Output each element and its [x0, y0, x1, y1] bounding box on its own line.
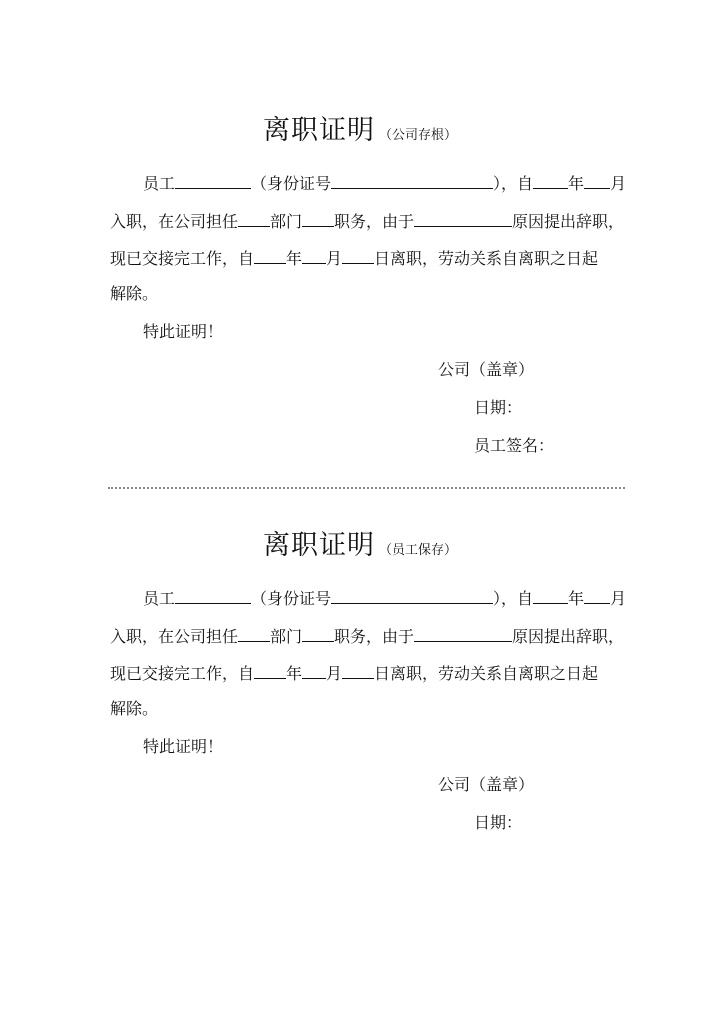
entry-month-blank[interactable]: [584, 587, 610, 604]
department-blank[interactable]: [238, 210, 270, 227]
leave-day-blank[interactable]: [342, 247, 374, 264]
company-seal-label: 公司（盖章）: [438, 360, 535, 379]
entry-year-blank[interactable]: [533, 587, 568, 604]
document-title: 离职证明: [262, 530, 375, 561]
document-title: 离职证明: [262, 115, 375, 146]
department-blank[interactable]: [238, 625, 270, 642]
paragraph-line-2: 入职，在公司担任 部门 职务，由于 原因提出辞职，: [110, 212, 625, 231]
leave-day-blank[interactable]: [342, 662, 374, 679]
company-seal-label: 公司（盖章）: [438, 775, 535, 794]
entry-month-blank[interactable]: [584, 172, 610, 189]
id-number-blank[interactable]: [331, 172, 493, 189]
reason-blank[interactable]: [414, 625, 512, 642]
paragraph-line-3: 现已交接完工作，自 年 月 日离职，劳动关系自离职之日起: [110, 249, 599, 268]
position-blank[interactable]: [302, 210, 334, 227]
document-subtitle: （公司存根）: [378, 128, 457, 143]
paragraph-line-1: 员工 （身份证号 ），自 年 月: [143, 174, 627, 193]
employee-signature-label: 员工签名：: [474, 436, 555, 455]
paragraph-line-3: 现已交接完工作，自 年 月 日离职，劳动关系自离职之日起: [110, 664, 599, 683]
date-label: 日期：: [474, 398, 523, 417]
paragraph-line-4: 解除。: [110, 699, 159, 718]
paragraph-line-2: 入职，在公司担任 部门 职务，由于 原因提出辞职，: [110, 627, 625, 646]
document-title-row: [0, 523, 720, 562]
document-title-row: [0, 108, 720, 147]
cut-line-divider: [108, 487, 625, 489]
hereby-certify-text: 特此证明！: [143, 322, 224, 341]
reason-blank[interactable]: [414, 210, 512, 227]
position-blank[interactable]: [302, 625, 334, 642]
employee-name-blank[interactable]: [175, 587, 251, 604]
paragraph-line-4: 解除。: [110, 284, 159, 303]
leave-month-blank[interactable]: [302, 662, 326, 679]
entry-year-blank[interactable]: [533, 172, 568, 189]
leave-year-blank[interactable]: [254, 662, 286, 679]
hereby-certify-text: 特此证明！: [143, 737, 224, 756]
leave-year-blank[interactable]: [254, 247, 286, 264]
document-subtitle: （员工保存）: [378, 543, 457, 558]
leave-month-blank[interactable]: [302, 247, 326, 264]
date-label: 日期：: [474, 813, 523, 832]
employee-name-blank[interactable]: [175, 172, 251, 189]
paragraph-line-1: 员工 （身份证号 ），自 年 月: [143, 589, 627, 608]
id-number-blank[interactable]: [331, 587, 493, 604]
